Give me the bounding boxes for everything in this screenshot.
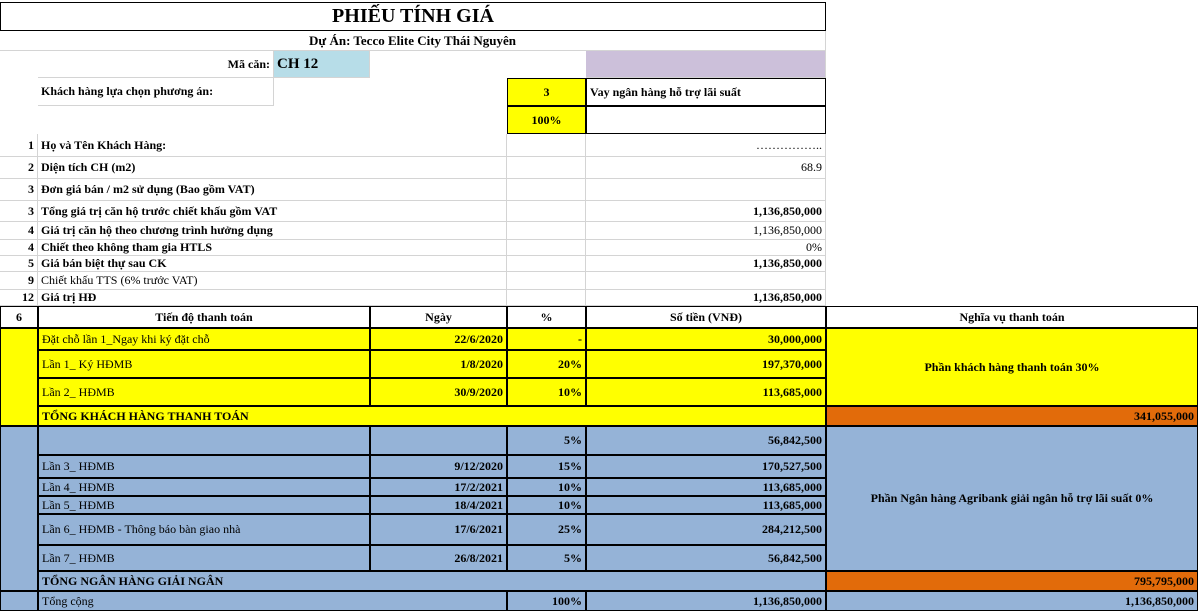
bank-total-label: TỔNG NGÂN HÀNG GIẢI NGÂN	[38, 571, 826, 591]
payment-row-percent[interactable]: 20%	[507, 350, 586, 378]
payment-row-date[interactable]: 22/6/2020	[370, 328, 507, 350]
table-header-cell: Số tiền (VNĐ)	[586, 306, 826, 328]
payment-row-date[interactable]: 26/8/2021	[370, 545, 507, 571]
payment-row-label: Lần 7_ HĐMB	[38, 545, 370, 571]
info-row-value[interactable]: 1,136,850,000	[586, 201, 826, 222]
info-row-spacer	[507, 256, 586, 272]
info-row-value[interactable]: ……………..	[586, 134, 826, 157]
table-header-cell: Ngày	[370, 306, 507, 328]
payment-row-date[interactable]: 9/12/2020	[370, 455, 507, 478]
info-row-number: 4	[0, 222, 38, 240]
bank-section-marker	[0, 426, 38, 591]
info-row-label: Chiết khấu TTS (6% trước VAT)	[38, 272, 507, 290]
info-row-value[interactable]: 1,136,850,000	[586, 222, 826, 240]
payment-row-percent[interactable]: 5%	[507, 545, 586, 571]
payment-row-label: Đặt chỗ lần 1_Ngay khi ký đặt chỗ	[38, 328, 370, 350]
grand-total-label: Tổng cộng	[38, 591, 507, 611]
info-row-number: 12	[0, 290, 38, 306]
info-row-spacer	[507, 222, 586, 240]
payment-row-label: Lần 5_ HĐMB	[38, 496, 370, 514]
bank-obligation: Phần Ngân hàng Agribank giải ngân hỗ trợ lãi suất 0%	[826, 426, 1198, 571]
grand-total-percent: 100%	[507, 591, 586, 611]
info-row-number: 3	[0, 179, 38, 201]
payment-row-label: Lần 4_ HĐMB	[38, 478, 370, 496]
table-header-cell: %	[507, 306, 586, 328]
info-row-label: Họ và Tên Khách Hàng:	[38, 134, 507, 157]
payment-row-date[interactable]: 1/8/2020	[370, 350, 507, 378]
info-row-value[interactable]: 0%	[586, 240, 826, 256]
info-row-number: 4	[0, 240, 38, 256]
payment-row-date[interactable]: 17/2/2021	[370, 478, 507, 496]
info-row-label: Chiết theo không tham gia HTLS	[38, 240, 507, 256]
info-row-spacer	[507, 240, 586, 256]
payment-row-amount[interactable]: 284,212,500	[586, 514, 826, 545]
payment-row-label: Lần 3_ HĐMB	[38, 455, 370, 478]
info-row-spacer	[507, 201, 586, 222]
info-row-spacer	[507, 157, 586, 179]
table-header-cell: Tiến độ thanh toán	[38, 306, 370, 328]
payment-row-label: Lần 6_ HĐMB - Thông báo bàn giao nhà	[38, 514, 370, 545]
unit-label: Mã căn:	[38, 51, 274, 78]
unit-note-cell	[586, 51, 826, 78]
info-row-label: Giá bán biệt thự sau CK	[38, 256, 507, 272]
payment-row-label: Lần 2_ HĐMB	[38, 378, 370, 406]
info-row-number: 2	[0, 157, 38, 179]
option-number[interactable]: 3	[507, 78, 586, 106]
option-label: Khách hàng lựa chọn phương án:	[38, 78, 274, 106]
info-row-value[interactable]: 68.9	[586, 157, 826, 179]
payment-row-percent[interactable]: -	[507, 328, 586, 350]
payment-row-amount[interactable]: 170,527,500	[586, 455, 826, 478]
customer-obligation: Phần khách hàng thanh toán 30%	[826, 328, 1198, 406]
info-row-label: Đơn giá bán / m2 sử dụng (Bao gồm VAT)	[38, 179, 507, 201]
info-row-value[interactable]: 1,136,850,000	[586, 256, 826, 272]
info-row-value[interactable]	[586, 272, 826, 290]
payment-row-amount[interactable]: 197,370,000	[586, 350, 826, 378]
info-row-label: Giá trị HĐ	[38, 290, 507, 306]
project-name: Dự Án: Tecco Elite City Thái Nguyên	[0, 31, 826, 51]
payment-row-percent[interactable]: 10%	[507, 378, 586, 406]
payment-row-amount[interactable]: 113,685,000	[586, 496, 826, 514]
info-row-label: Tổng giá trị căn hộ trước chiết khấu gồm VAT	[38, 201, 507, 222]
info-row-number: 1	[0, 134, 38, 157]
grand-total-amount: 1,136,850,000	[586, 591, 826, 611]
payment-row-amount[interactable]: 113,685,000	[586, 378, 826, 406]
payment-row-amount[interactable]: 30,000,000	[586, 328, 826, 350]
info-row-spacer	[507, 179, 586, 201]
info-row-label: Diện tích CH (m2)	[38, 157, 507, 179]
grand-total-marker	[0, 591, 38, 611]
info-row-label: Giá trị căn hộ theo chương trình hưởng dụng	[38, 222, 507, 240]
info-row-value[interactable]	[586, 179, 826, 201]
info-row-value[interactable]: 1,136,850,000	[586, 290, 826, 306]
info-row-spacer	[507, 290, 586, 306]
grand-total-obligation: 1,136,850,000	[826, 591, 1198, 611]
info-row-spacer	[507, 272, 586, 290]
payment-row-date[interactable]: 30/9/2020	[370, 378, 507, 406]
sheet-title: PHIẾU TÍNH GIÁ	[0, 2, 826, 31]
info-row-number: 5	[0, 256, 38, 272]
customer-total-value: 341,055,000	[826, 406, 1198, 426]
payment-row-percent[interactable]: 15%	[507, 455, 586, 478]
table-header-cell: Nghĩa vụ thanh toán	[826, 306, 1198, 328]
payment-row-percent[interactable]: 5%	[507, 426, 586, 455]
info-row-number: 3	[0, 201, 38, 222]
bank-total-value: 795,795,000	[826, 571, 1198, 591]
payment-row-date[interactable]	[370, 426, 507, 455]
info-row-spacer	[507, 134, 586, 157]
customer-section-marker	[0, 328, 38, 426]
payment-row-percent[interactable]: 10%	[507, 496, 586, 514]
payment-row-date[interactable]: 17/6/2021	[370, 514, 507, 545]
info-row-number: 9	[0, 272, 38, 290]
payment-row-label: Lần 1_ Ký HĐMB	[38, 350, 370, 378]
unit-value[interactable]: CH 12	[274, 51, 370, 78]
payment-row-label	[38, 426, 370, 455]
option-percent[interactable]: 100%	[507, 106, 586, 134]
payment-row-percent[interactable]: 10%	[507, 478, 586, 496]
payment-row-amount[interactable]: 113,685,000	[586, 478, 826, 496]
option-name: Vay ngân hàng hỗ trợ lãi suất	[586, 78, 826, 106]
customer-total-label: TỔNG KHÁCH HÀNG THANH TOÁN	[38, 406, 826, 426]
payment-row-amount[interactable]: 56,842,500	[586, 426, 826, 455]
payment-row-date[interactable]: 18/4/2021	[370, 496, 507, 514]
option-blank-cell	[586, 106, 826, 134]
payment-row-percent[interactable]: 25%	[507, 514, 586, 545]
payment-row-amount[interactable]: 56,842,500	[586, 545, 826, 571]
table-row-number: 6	[0, 306, 38, 328]
